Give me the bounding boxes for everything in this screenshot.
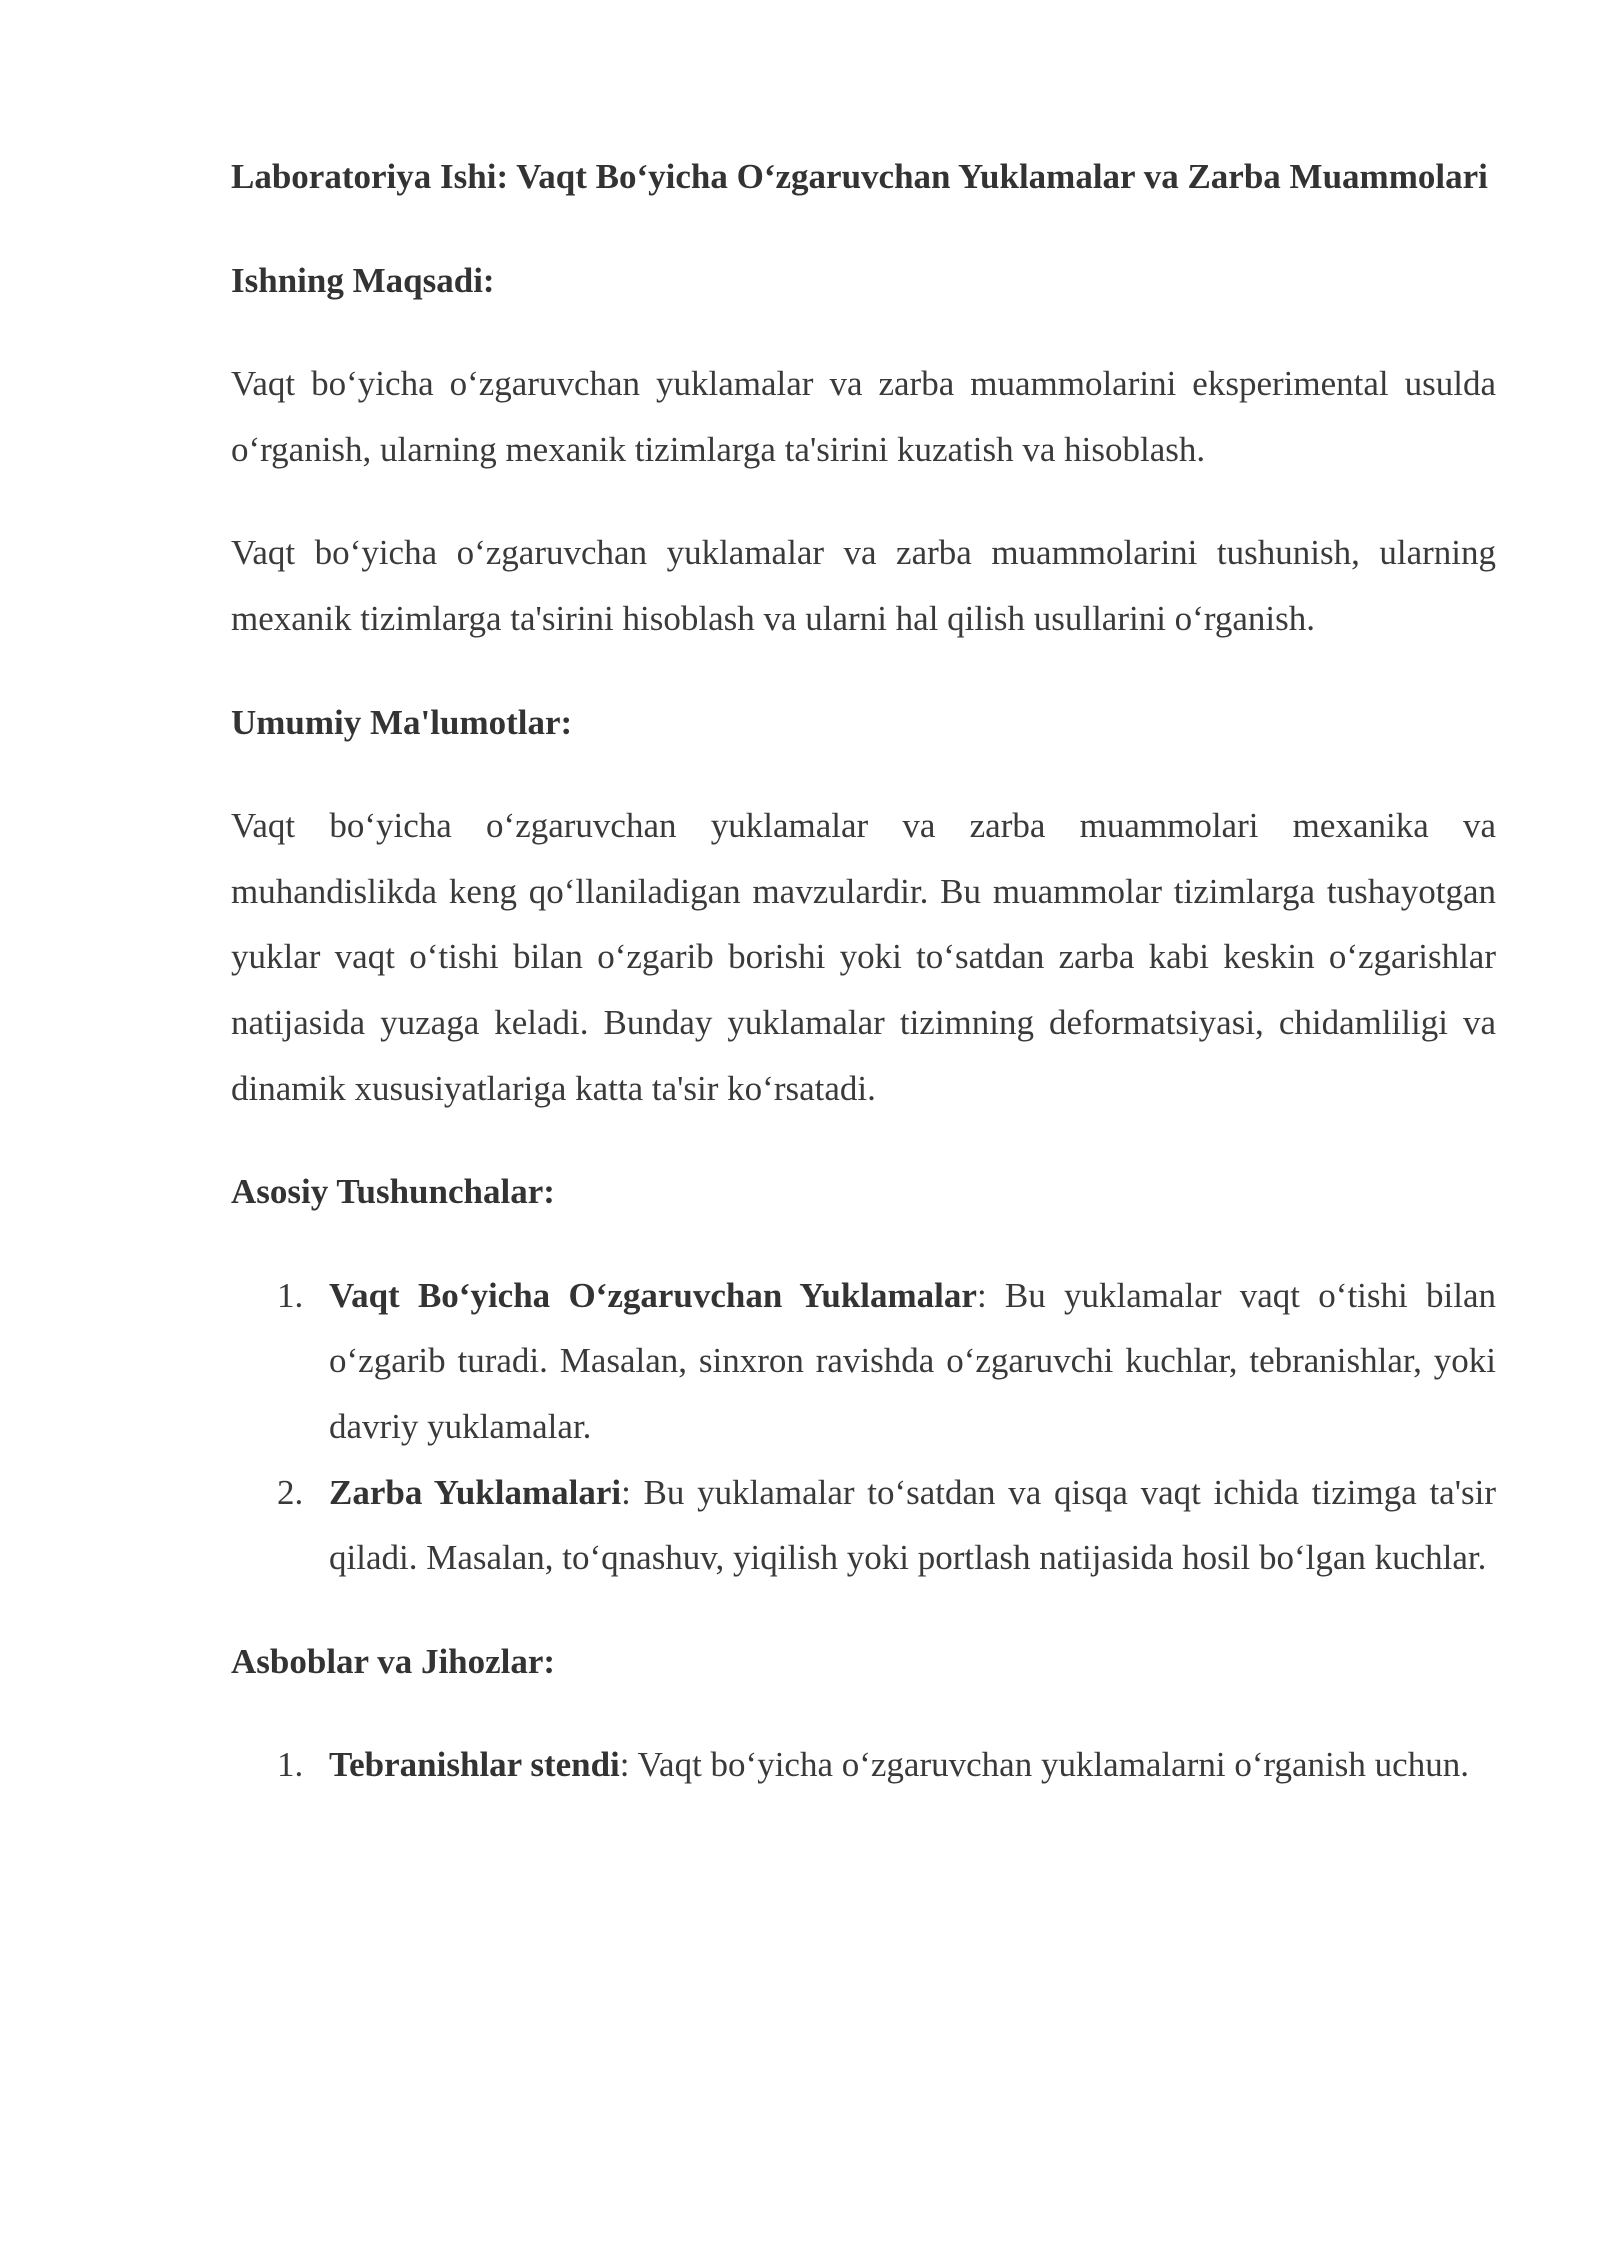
list-item-term: Vaqt Bo‘yicha O‘zgaruvchan Yuklamalar	[329, 1275, 977, 1315]
list-item-text: : Vaqt bo‘yicha o‘zgaruvchan yuklamalarni o‘rganish uchun.	[619, 1745, 1469, 1785]
jihozlar-list	[231, 1732, 1496, 1798]
document-title: Laboratoriya Ishi: Vaqt Bo‘yicha O‘zgaruvchan Yuklamalar va Zarba Muammolari	[231, 157, 1488, 196]
heading-jihozlar: Asboblar va Jihozlar:	[231, 1641, 556, 1681]
list-item-number: 2.	[277, 1472, 304, 1512]
list-item	[231, 1460, 1496, 1591]
list-item-term: Zarba Yuklamalari	[329, 1472, 622, 1512]
tushunchalar-list	[231, 1263, 1496, 1591]
heading-umumiy: Umumiy Ma'lumotlar:	[231, 702, 573, 742]
list-item-number: 1.	[277, 1275, 304, 1315]
maqsad-paragraph-2: Vaqt bo‘yicha o‘zgaruvchan yuklamalar va zarba muammolarini tushunish, ularning mexanik tizimlarga ta'sirini hisoblash va ularni hal qilish usullarini o‘rganish.	[231, 533, 1496, 638]
list-item-text: : Bu yuklamalar to‘satdan va qisqa vaqt ichida tizimga ta'sir qiladi. Masalan, to‘qnashuv, yiqilish yoki portlash natijasida hosil bo‘lgan kuchlar.	[329, 1472, 1497, 1578]
list-item-term: Tebranishlar stendi	[329, 1745, 620, 1785]
heading-maqsad: Ishning Maqsadi:	[231, 260, 495, 300]
list-item	[231, 1263, 1496, 1460]
list-item	[231, 1732, 1496, 1798]
list-item-text: : Bu yuklamalar vaqt o‘tishi bilan o‘zgarib turadi. Masalan, sinxron ravishda o‘zgaruvchi kuchlar, tebranishlar, yoki davriy yuklamalar.	[329, 1275, 1496, 1446]
list-item-number: 1.	[277, 1745, 304, 1785]
document-page	[231, 144, 1496, 1798]
maqsad-paragraph-1: Vaqt bo‘yicha o‘zgaruvchan yuklamalar va zarba muammolarini eksperimental usulda o‘rganish, ularning mexanik tizimlarga ta'sirini kuzatish va hisoblash.	[231, 364, 1496, 469]
heading-tushunchalar: Asosiy Tushunchalar:	[231, 1172, 555, 1212]
umumiy-paragraph: Vaqt bo‘yicha o‘zgaruvchan yuklamalar va zarba muammolari mexanika va muhandislikda keng qo‘llaniladigan mavzulardir. Bu muammolar tizimlarga tushayotgan yuklar vaqt o‘tishi bilan o‘zgarib borishi yoki to‘satdan zarba kabi keskin o‘zgarishlar natijasida yuzaga keladi. Bunday yuklamalar tizimning deformatsiyasi, chidamliligi va dinamik xususiyatlariga katta ta'sir ko‘rsatadi.	[231, 806, 1496, 1108]
